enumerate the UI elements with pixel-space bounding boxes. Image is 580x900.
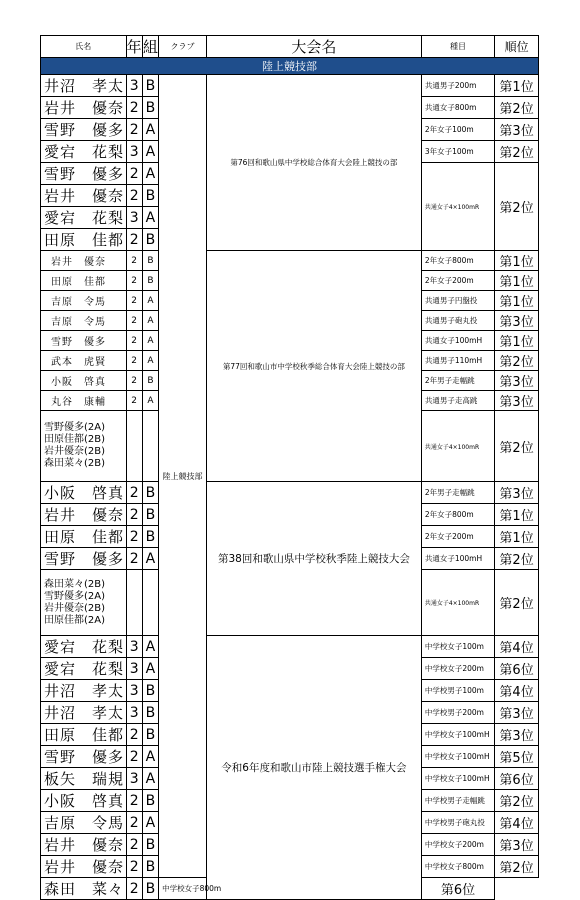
athlete-grade: 2 <box>126 504 142 526</box>
athlete-grade: 2 <box>126 251 142 271</box>
event-name: 2年女子800m <box>421 251 494 271</box>
relay-member: 岩井優奈(2B) <box>44 446 106 457</box>
athlete-name: 雪野 優多 <box>41 163 127 185</box>
header-meet: 大会名 <box>206 36 421 58</box>
athlete-grade: 2 <box>126 371 142 391</box>
athlete-grade: 2 <box>126 185 142 207</box>
meet-name: 第38回和歌山県中学校秋季陸上競技大会 <box>206 482 421 636</box>
event-name: 3年女子100m <box>421 141 494 163</box>
rank: 第1位 <box>495 504 539 526</box>
athlete-name: 愛宕 花梨 <box>41 658 127 680</box>
athlete-grade: 2 <box>126 331 142 351</box>
athlete-name: 愛宕 花梨 <box>41 207 127 229</box>
athlete-class: A <box>142 311 158 331</box>
athlete-class: A <box>142 291 158 311</box>
athlete-grade: 2 <box>126 812 142 834</box>
athlete-name: 井沼 孝太 <box>41 680 127 702</box>
athlete-class: A <box>142 391 158 411</box>
athlete-grade: 3 <box>126 636 142 658</box>
athlete-grade: 2 <box>126 548 142 570</box>
athlete-grade: 3 <box>126 680 142 702</box>
relay-member: 森田菜々(2B) <box>44 458 106 469</box>
rank: 第1位 <box>495 75 539 97</box>
event-name: 2年女子200m <box>421 526 494 548</box>
athlete-grade: 2 <box>126 391 142 411</box>
header-grade: 年 <box>126 36 142 58</box>
athlete-name: 岩井 優奈 <box>41 834 127 856</box>
athlete-grade: 3 <box>126 702 142 724</box>
athlete-class: B <box>142 504 158 526</box>
event-name: 2年女子800m <box>421 504 494 526</box>
rank: 第3位 <box>495 702 539 724</box>
rank: 第2位 <box>495 790 539 812</box>
athlete-class: B <box>142 271 158 291</box>
athlete-class <box>142 411 158 482</box>
rank: 第3位 <box>495 311 539 331</box>
table-row <box>41 482 539 504</box>
relay-member: 雪野優多(2A) <box>44 590 106 602</box>
rank: 第6位 <box>495 658 539 680</box>
athlete-class: A <box>142 207 158 229</box>
table-row <box>41 251 539 271</box>
athlete-class: B <box>142 834 158 856</box>
meet-name: 第77回和歌山市中学校秋季総合体育大会陸上競技の部 <box>206 251 421 482</box>
athlete-class: B <box>142 185 158 207</box>
athlete-grade: 2 <box>126 163 142 185</box>
rank: 第1位 <box>495 526 539 548</box>
athlete-name: 雪野 優多 <box>41 548 127 570</box>
athlete-name: 岩井 優奈 <box>41 185 127 207</box>
athlete-grade: 2 <box>126 878 142 900</box>
rank: 第3位 <box>495 724 539 746</box>
event-name: 2年女子200m <box>421 271 494 291</box>
athlete-name: 田原 佳都 <box>41 271 127 291</box>
header-event: 種目 <box>421 36 494 58</box>
club-cell: 陸上競技部 <box>159 75 207 878</box>
athlete-grade: 2 <box>126 834 142 856</box>
athlete-class: B <box>142 97 158 119</box>
athlete-name: 吉原 令馬 <box>41 291 127 311</box>
relay-member: 森田菜々(2B) <box>44 578 106 590</box>
meet-name: 令和6年度和歌山市陸上競技選手権大会 <box>206 636 421 900</box>
event-name: 共通男子走高跳 <box>421 391 494 411</box>
header-rank: 順位 <box>495 36 539 58</box>
event-name: 共通女子800m <box>421 97 494 119</box>
athlete-name: 雪野 優多 <box>41 746 127 768</box>
athlete-grade: 2 <box>126 746 142 768</box>
athlete-grade: 2 <box>126 526 142 548</box>
athlete-name: 小阪 啓真 <box>41 482 127 504</box>
athlete-class: B <box>142 790 158 812</box>
header-club: クラブ <box>159 36 207 58</box>
athlete-name: 田原 佳都 <box>41 526 127 548</box>
athlete-class: B <box>142 680 158 702</box>
event-name: 共通男子200m <box>421 75 494 97</box>
athlete-name: 板矢 瑞規 <box>41 768 127 790</box>
athlete-name: 井沼 孝太 <box>41 75 127 97</box>
athlete-name: 武本 虎賢 <box>41 351 127 371</box>
athlete-class <box>142 570 158 636</box>
header-row <box>41 36 539 58</box>
event-name: 中学校男子走幅跳 <box>421 790 494 812</box>
event-name: 中学校女子800m <box>421 856 494 878</box>
athlete-class: B <box>142 878 158 900</box>
athlete-class: B <box>142 856 158 878</box>
rank: 第2位 <box>495 351 539 371</box>
athlete-class: A <box>142 163 158 185</box>
athlete-name: 田原 佳都 <box>41 724 127 746</box>
rank: 第3位 <box>495 391 539 411</box>
athlete-class: B <box>142 371 158 391</box>
rank: 第6位 <box>421 878 494 900</box>
athlete-name: 井沼 孝太 <box>41 702 127 724</box>
header-class: 組 <box>142 36 158 58</box>
rank: 第1位 <box>495 271 539 291</box>
athlete-name: 岩井 優奈 <box>41 251 127 271</box>
event-name: 中学校女子200m <box>421 658 494 680</box>
athlete-class: A <box>142 119 158 141</box>
athlete-name: 岩井 優奈 <box>41 856 127 878</box>
rank: 第4位 <box>495 680 539 702</box>
event-name: 中学校女子100mH <box>421 768 494 790</box>
relay-member: 雪野優多(2A) <box>44 422 106 433</box>
athlete-name: 岩井 優奈 <box>41 504 127 526</box>
event-name: 中学校女子100mH <box>421 746 494 768</box>
athlete-grade <box>126 570 142 636</box>
athlete-class: B <box>142 526 158 548</box>
athlete-name: 丸谷 康輔 <box>41 391 127 411</box>
event-name: 中学校女子800m <box>159 878 207 900</box>
athlete-name: 田原 佳都 <box>41 229 127 251</box>
athlete-class: A <box>142 636 158 658</box>
athlete-grade: 2 <box>126 271 142 291</box>
event-name: 共通女子100mH <box>421 331 494 351</box>
rank: 第2位 <box>495 141 539 163</box>
relay-member: 岩井優奈(2B) <box>44 602 106 614</box>
athlete-name: 岩井 優奈 <box>41 97 127 119</box>
athlete-name: 小阪 啓真 <box>41 790 127 812</box>
relay-members <box>41 570 127 636</box>
rank: 第3位 <box>495 834 539 856</box>
athlete-class: B <box>142 724 158 746</box>
athlete-grade: 2 <box>126 856 142 878</box>
athlete-name: 吉原 令馬 <box>41 812 127 834</box>
event-name: 中学校女子100m <box>421 636 494 658</box>
athlete-class: A <box>142 658 158 680</box>
athlete-class: A <box>142 746 158 768</box>
rank: 第4位 <box>495 636 539 658</box>
event-name: 2年女子100m <box>421 119 494 141</box>
event-name: 共通男子円盤投 <box>421 291 494 311</box>
athlete-name: 小阪 啓真 <box>41 371 127 391</box>
athlete-grade: 2 <box>126 724 142 746</box>
rank: 第2位 <box>495 548 539 570</box>
athlete-grade: 2 <box>126 291 142 311</box>
athlete-grade: 2 <box>126 790 142 812</box>
rank: 第1位 <box>495 251 539 271</box>
athlete-grade: 3 <box>126 141 142 163</box>
rank: 第2位 <box>495 97 539 119</box>
athlete-class: B <box>142 229 158 251</box>
event-name: 共通男子砲丸投 <box>421 311 494 331</box>
athlete-grade: 3 <box>126 75 142 97</box>
relay-members <box>41 411 127 482</box>
rank: 第6位 <box>495 768 539 790</box>
athlete-grade: 2 <box>126 311 142 331</box>
rank: 第4位 <box>495 812 539 834</box>
athlete-class: A <box>142 812 158 834</box>
athlete-grade: 2 <box>126 97 142 119</box>
event-name: 中学校男子100m <box>421 680 494 702</box>
athlete-name: 吉原 令馬 <box>41 311 127 331</box>
athlete-grade: 3 <box>126 658 142 680</box>
relay-member: 田原佳都(2B) <box>44 434 106 445</box>
rank: 第2位 <box>495 411 539 482</box>
club-banner: 陸上競技部 <box>41 58 539 75</box>
meet-name: 第76回和歌山県中学校総合体育大会陸上競技の部 <box>206 75 421 251</box>
athlete-class: A <box>142 548 158 570</box>
event-name: 共通女子100mH <box>421 548 494 570</box>
athlete-grade: 2 <box>126 229 142 251</box>
athlete-name: 森田 菜々 <box>41 878 127 900</box>
event-name: 共通女子4×100mR <box>421 570 494 636</box>
athlete-name: 雪野 優多 <box>41 119 127 141</box>
athlete-class: B <box>142 251 158 271</box>
relay-member: 田原佳都(2A) <box>44 614 106 626</box>
event-name: 共通女子4×100mR <box>421 163 494 251</box>
athlete-grade: 3 <box>126 207 142 229</box>
table-row <box>41 636 539 658</box>
athlete-name: 愛宕 花梨 <box>41 141 127 163</box>
results-table <box>40 35 539 900</box>
athlete-grade: 2 <box>126 119 142 141</box>
rank: 第1位 <box>495 331 539 351</box>
table-row <box>41 75 539 97</box>
event-name: 中学校女子200m <box>421 834 494 856</box>
event-name: 共通男子110mH <box>421 351 494 371</box>
athlete-grade <box>126 411 142 482</box>
athlete-class: B <box>142 75 158 97</box>
rank: 第2位 <box>495 570 539 636</box>
event-name: 中学校男子200m <box>421 702 494 724</box>
header-name: 氏名 <box>41 36 127 58</box>
event-name: 中学校男子砲丸投 <box>421 812 494 834</box>
rank: 第3位 <box>495 371 539 391</box>
event-name: 2年男子走幅跳 <box>421 371 494 391</box>
rank: 第3位 <box>495 119 539 141</box>
athlete-class: B <box>142 702 158 724</box>
rank: 第1位 <box>495 291 539 311</box>
rank: 第2位 <box>495 856 539 878</box>
athlete-class: A <box>142 141 158 163</box>
athlete-grade: 2 <box>126 351 142 371</box>
athlete-class: A <box>142 768 158 790</box>
rank: 第2位 <box>495 163 539 251</box>
athlete-class: A <box>142 351 158 371</box>
athlete-class: A <box>142 331 158 351</box>
event-name: 中学校女子100mH <box>421 724 494 746</box>
athlete-name: 愛宕 花梨 <box>41 636 127 658</box>
event-name: 共通女子4×100mR <box>421 411 494 482</box>
rank: 第3位 <box>495 482 539 504</box>
athlete-grade: 2 <box>126 482 142 504</box>
athlete-name: 雪野 優多 <box>41 331 127 351</box>
event-name: 2年男子走幅跳 <box>421 482 494 504</box>
club-banner-row <box>41 58 539 75</box>
rank: 第5位 <box>495 746 539 768</box>
athlete-grade: 3 <box>126 768 142 790</box>
athlete-class: B <box>142 482 158 504</box>
